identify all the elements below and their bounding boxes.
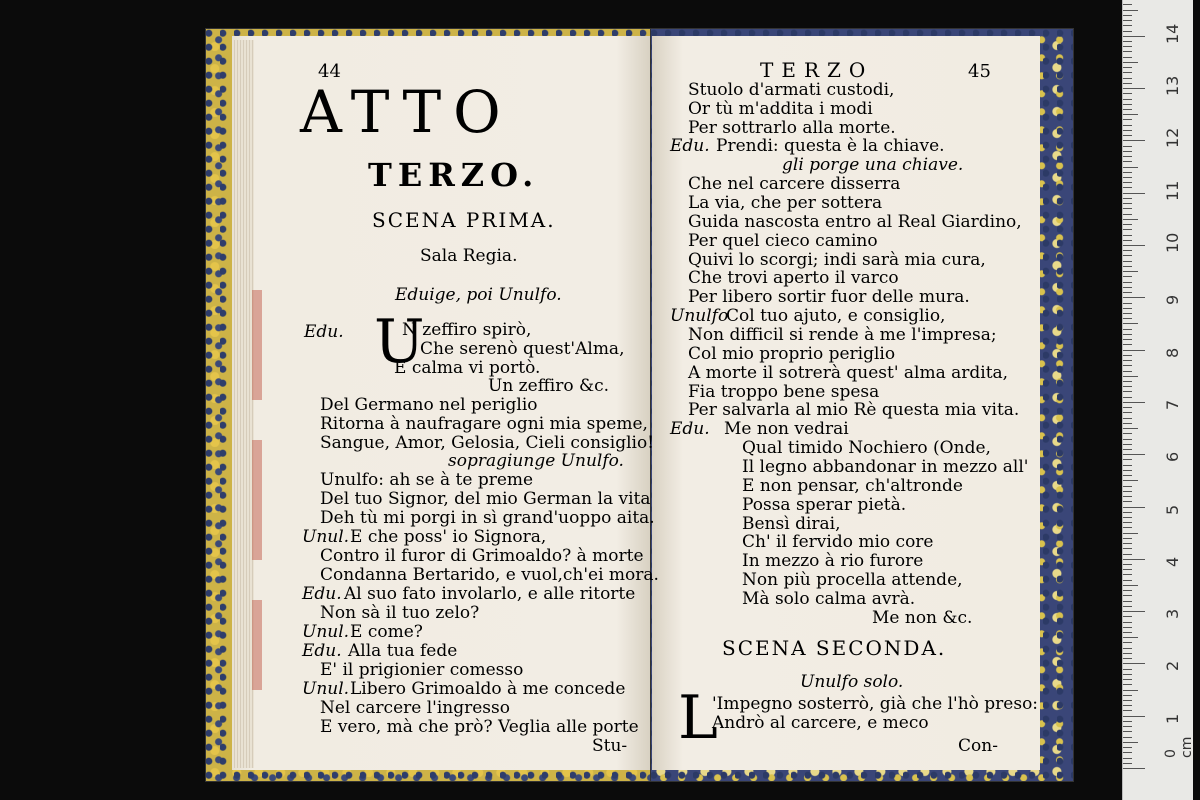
ruler-tick [1123, 480, 1138, 481]
ruler-unit: 0 cm [1163, 736, 1195, 758]
verse-line: Me non vedrai [724, 419, 849, 439]
ruler-number: 9 [1163, 295, 1182, 306]
drop-cap: U [374, 307, 425, 377]
verse-line: Per sottrarlo alla morte. [688, 118, 896, 138]
right-page-number: 45 [968, 61, 991, 82]
ruler-tick [1123, 611, 1145, 612]
ruler-tick [1123, 428, 1138, 429]
ruler-tick [1123, 486, 1132, 487]
ruler-tick [1123, 768, 1145, 769]
drop-cap: L [678, 683, 718, 753]
ruler-tick [1123, 763, 1132, 764]
verse-line: Prendi: questa è la chiave. [716, 136, 945, 156]
ruler-tick [1123, 51, 1132, 52]
ruler-tick [1123, 721, 1132, 722]
ruler-tick [1123, 114, 1138, 115]
ruler-tick [1123, 470, 1132, 471]
ruler-tick [1123, 93, 1132, 94]
ruler-tick [1123, 569, 1132, 570]
speaker-label: Unul. [302, 527, 350, 547]
ruler-tick [1123, 710, 1132, 711]
ruler-tick [1123, 475, 1132, 476]
verse-line: Condanna Bertarido, e vuol,ch'ei mora. [320, 565, 659, 585]
verse-line: E non pensar, ch'altronde [742, 476, 963, 496]
speaker-label: Unulfo [670, 306, 729, 326]
ruler-tick [1123, 318, 1132, 319]
ruler-tick [1123, 737, 1132, 738]
scene-heading: SCENA PRIMA. [372, 208, 556, 232]
ruler-tick [1123, 648, 1132, 649]
ruler-tick [1123, 465, 1132, 466]
verse-line: Sangue, Amor, Gelosia, Cieli consiglio! [320, 433, 655, 453]
ruler-tick [1123, 747, 1132, 748]
verse-line: Bensì dirai, [742, 514, 841, 534]
ruler-tick [1123, 266, 1132, 267]
verse-line: 'Impegno sosterrò, già che l'hò preso: [712, 694, 1039, 714]
red-edge-stain [252, 440, 262, 560]
ruler-tick [1123, 365, 1132, 366]
ruler-tick [1123, 559, 1145, 560]
ruler-tick [1123, 135, 1132, 136]
ruler-tick [1123, 690, 1138, 691]
verse-line: Non sà il tuo zelo? [320, 603, 480, 623]
ruler-number: 13 [1163, 75, 1182, 97]
verse-line: Fia troppo bene spesa [688, 382, 880, 402]
ruler-tick [1123, 459, 1132, 460]
ruler-tick [1123, 376, 1138, 377]
ruler-tick [1123, 371, 1132, 372]
scene-heading: SCENA SECONDA. [722, 636, 947, 660]
speaker-label: Edu. [302, 584, 342, 604]
ruler-tick [1123, 282, 1132, 283]
ruler-tick [1123, 198, 1132, 199]
ruler-tick [1123, 146, 1132, 147]
ruler-tick [1123, 632, 1132, 633]
verse-line: Unulfo: ah se à te preme [320, 470, 534, 490]
ruler-tick [1123, 41, 1132, 42]
ruler-tick [1123, 287, 1132, 288]
verse-line: A morte il sotrerà quest' alma ardita, [688, 363, 1009, 383]
ruler-number: 10 [1163, 232, 1182, 253]
ruler-tick [1123, 83, 1132, 84]
ruler-tick [1123, 700, 1132, 701]
verse-line: Un zeffiro &c. [488, 376, 610, 396]
scene-characters: Eduige, poi Unulfo. [395, 285, 562, 305]
ruler-tick [1123, 109, 1132, 110]
ruler-tick [1123, 329, 1132, 330]
ruler-tick [1123, 125, 1132, 126]
ruler-tick [1123, 449, 1132, 450]
ruler-tick [1123, 88, 1145, 89]
ruler-tick [1123, 276, 1132, 277]
ruler-tick [1123, 695, 1132, 696]
verse-line: Del tuo Signor, del mio German la vita [320, 489, 651, 509]
verse-line: E vero, mà che prò? Veglia alle porte [320, 717, 639, 737]
ruler-tick [1123, 758, 1132, 759]
ruler-tick [1123, 67, 1132, 68]
ruler-tick [1123, 119, 1132, 120]
ruler-tick [1123, 606, 1132, 607]
ruler-number: 6 [1163, 452, 1182, 463]
ruler-tick [1123, 15, 1132, 16]
ruler-tick [1123, 543, 1132, 544]
verse-line: Col mio proprio periglio [688, 344, 896, 364]
scene-characters: Unulfo solo. [800, 672, 904, 692]
stage-direction: gli porge una chiave. [782, 155, 964, 175]
ruler-tick [1123, 684, 1132, 685]
catchword: Con- [958, 736, 998, 756]
verse-line: E come? [350, 622, 423, 642]
ruler-tick [1123, 10, 1138, 11]
ruler-tick [1123, 245, 1145, 246]
speaker-label: Unul. [302, 622, 350, 642]
ruler-tick [1123, 313, 1132, 314]
ruler-tick [1123, 20, 1132, 21]
ruler-tick [1123, 616, 1132, 617]
verse-line: Che nel carcere disserra [688, 174, 901, 194]
ruler-tick [1123, 214, 1132, 215]
ruler-number: 3 [1163, 608, 1182, 620]
ruler-tick [1123, 585, 1138, 586]
ruler-number: 14 [1163, 23, 1182, 44]
verse-line: E calma vi portò. [394, 358, 541, 378]
ruler-tick [1123, 705, 1132, 706]
ruler-tick [1123, 323, 1138, 324]
verse-line: Possa sperar pietà. [742, 495, 907, 515]
ruler-tick [1123, 193, 1145, 194]
ruler-tick [1123, 391, 1132, 392]
verse-line: Ritorna à naufragare ogni mia speme, [320, 414, 648, 434]
ruler-number: 7 [1163, 399, 1182, 410]
ruler-tick [1123, 538, 1132, 539]
verse-line: Alla tua fede [348, 641, 458, 661]
ruler-tick [1123, 25, 1132, 26]
ruler-tick [1123, 255, 1132, 256]
ruler-tick [1123, 339, 1132, 340]
ruler-tick [1123, 240, 1132, 241]
ruler-number: 12 [1163, 128, 1182, 149]
ruler-tick [1123, 292, 1132, 293]
ruler-tick [1123, 156, 1132, 157]
ruler-tick [1123, 224, 1132, 225]
speaker-label: Edu. [670, 419, 710, 439]
ruler-tick [1123, 674, 1132, 675]
ruler-tick [1123, 454, 1145, 455]
verse-line: Non difficil si rende à me l'impresa; [688, 325, 997, 345]
ruler-tick [1123, 303, 1132, 304]
act-number: TERZO. [368, 156, 540, 194]
speaker-label: Edu. [670, 136, 710, 156]
ruler-tick [1123, 726, 1132, 727]
ruler-tick [1123, 250, 1132, 251]
verse-line: Quivi lo scorgi; indi sarà mia cura, [688, 250, 986, 270]
verse-line: Del Germano nel periglio [320, 395, 538, 415]
ruler-tick [1123, 496, 1132, 497]
ruler-tick [1123, 564, 1132, 565]
ruler-tick [1123, 297, 1145, 298]
verse-line: Guida nascosta entro al Real Giardino, [688, 212, 1022, 232]
ruler-tick [1123, 386, 1132, 387]
verse-line: Il legno abbandonar in mezzo all' [742, 457, 1029, 477]
measuring-ruler [1122, 0, 1193, 800]
ruler-tick [1123, 580, 1132, 581]
ruler-tick [1123, 360, 1132, 361]
verse-line: Che trovi aperto il varco [688, 268, 899, 288]
ruler-tick [1123, 439, 1132, 440]
ruler-tick [1123, 167, 1138, 168]
ruler-tick [1123, 627, 1132, 628]
ruler-tick [1123, 350, 1145, 351]
ruler-tick [1123, 177, 1132, 178]
verse-line: Nel carcere l'ingresso [320, 698, 510, 718]
ruler-tick [1123, 397, 1132, 398]
verse-line: Per quel cieco camino [688, 231, 878, 251]
ruler-tick [1123, 716, 1145, 717]
red-edge-stain [252, 290, 262, 400]
ruler-tick [1123, 622, 1132, 623]
ruler-tick [1123, 423, 1132, 424]
ruler-tick [1123, 658, 1132, 659]
catchword: Stu- [592, 736, 628, 756]
ruler-number: 4 [1163, 556, 1182, 567]
speaker-label: Edu. [302, 641, 342, 661]
ruler-tick [1123, 533, 1138, 534]
ruler-tick [1123, 31, 1132, 32]
ruler-tick [1123, 308, 1132, 309]
ruler-tick [1123, 78, 1132, 79]
speaker-label: Unul. [302, 679, 350, 699]
verse-line: Che serenò quest'Alma, [420, 339, 625, 359]
ruler-tick [1123, 637, 1138, 638]
ruler-tick [1123, 444, 1132, 445]
ruler-tick [1123, 57, 1132, 58]
ruler-tick [1123, 271, 1138, 272]
ruler-tick [1123, 679, 1132, 680]
ruler-tick [1123, 140, 1145, 141]
verse-line: Al suo fato involarlo, e alle ritorte [344, 584, 636, 604]
ruler-tick [1123, 402, 1145, 403]
verse-line: N zeffiro spirò, [402, 320, 532, 340]
verse-line: La via, che per sottera [688, 193, 883, 213]
ruler-tick [1123, 172, 1132, 173]
red-edge-stain [252, 600, 262, 690]
verse-line: Libero Grimoaldo à me concede [350, 679, 626, 699]
ruler-tick [1123, 663, 1145, 664]
verse-line: Col tuo ajuto, e consiglio, [726, 306, 946, 326]
verse-line: In mezzo à rio furore [742, 551, 924, 571]
ruler-number: 2 [1163, 661, 1182, 672]
ruler-tick [1123, 491, 1132, 492]
verse-line: Deh tù mi porgi in sì grand'uoppo aita. [320, 508, 655, 528]
running-head: TERZO [760, 58, 874, 82]
verse-line: Non più procella attende, [742, 570, 963, 590]
ruler-tick [1123, 46, 1132, 47]
ruler-tick [1123, 151, 1132, 152]
ruler-tick [1123, 72, 1132, 73]
ruler-tick [1123, 407, 1132, 408]
speaker-label: Edu. [304, 322, 344, 342]
ruler-tick [1123, 522, 1132, 523]
ruler-tick [1123, 669, 1132, 670]
ruler-tick [1123, 99, 1132, 100]
ruler-tick [1123, 4, 1132, 5]
verse-line: E che poss' io Signora, [350, 527, 547, 547]
ruler-tick [1123, 187, 1132, 188]
ruler-tick [1123, 527, 1132, 528]
ruler-tick [1123, 334, 1132, 335]
verse-line: Mà solo calma avrà. [742, 589, 916, 609]
ruler-tick [1123, 412, 1132, 413]
ruler-tick [1123, 653, 1132, 654]
stage-direction: sopragiunge Unulfo. [448, 451, 624, 471]
ruler-tick [1123, 554, 1132, 555]
ruler-tick [1123, 344, 1132, 345]
ruler-tick [1123, 381, 1132, 382]
ruler-tick [1123, 507, 1145, 508]
verse-line: Per salvarla al mio Rè questa mia vita. [688, 400, 1020, 420]
verse-line: Qual timido Nochiero (Onde, [742, 438, 991, 458]
ruler-tick [1123, 433, 1132, 434]
ruler-tick [1123, 731, 1132, 732]
ruler-tick [1123, 208, 1132, 209]
ruler-tick [1123, 161, 1132, 162]
ruler-tick [1123, 355, 1132, 356]
ruler-number: 8 [1163, 347, 1182, 358]
verse-line: E' il prigionier comesso [320, 660, 524, 680]
ruler-tick [1123, 548, 1132, 549]
left-page-number: 44 [318, 61, 341, 82]
ruler-tick [1123, 752, 1132, 753]
verse-line: Per libero sortir fuor delle mura. [688, 287, 970, 307]
ruler-tick [1123, 418, 1132, 419]
ruler-tick [1123, 104, 1132, 105]
ruler-tick [1123, 590, 1132, 591]
ruler-tick [1123, 742, 1138, 743]
ruler-number: 1 [1163, 713, 1182, 724]
ruler-tick [1123, 182, 1132, 183]
ruler-tick [1123, 229, 1132, 230]
verse-line: Or tù m'addita i modi [688, 99, 873, 119]
verse-line: Me non &c. [872, 608, 973, 628]
ruler-tick [1123, 574, 1132, 575]
ruler-tick [1123, 130, 1132, 131]
ruler-tick [1123, 517, 1132, 518]
scene-setting: Sala Regia. [420, 246, 518, 266]
page-edges [232, 40, 254, 768]
ruler-tick [1123, 203, 1132, 204]
ruler-tick [1123, 642, 1132, 643]
verse-line: Ch' il fervido mio core [742, 532, 934, 552]
ruler-number: 5 [1163, 504, 1182, 515]
act-title: ATTO [300, 78, 513, 146]
ruler-tick [1123, 595, 1132, 596]
ruler-tick [1123, 62, 1138, 63]
ruler-number: 11 [1163, 180, 1182, 201]
verse-line: Stuolo d'armati custodi, [688, 80, 895, 100]
ruler-tick [1123, 501, 1132, 502]
ruler-tick [1123, 235, 1132, 236]
ruler-tick [1123, 261, 1132, 262]
verse-line: Contro il furor di Grimoaldo? à morte [320, 546, 644, 566]
verse-line: Andrò al carcere, e meco [712, 713, 929, 733]
ruler-tick [1123, 601, 1132, 602]
ruler-tick [1123, 219, 1138, 220]
ruler-tick [1123, 512, 1132, 513]
ruler-tick [1123, 36, 1145, 37]
